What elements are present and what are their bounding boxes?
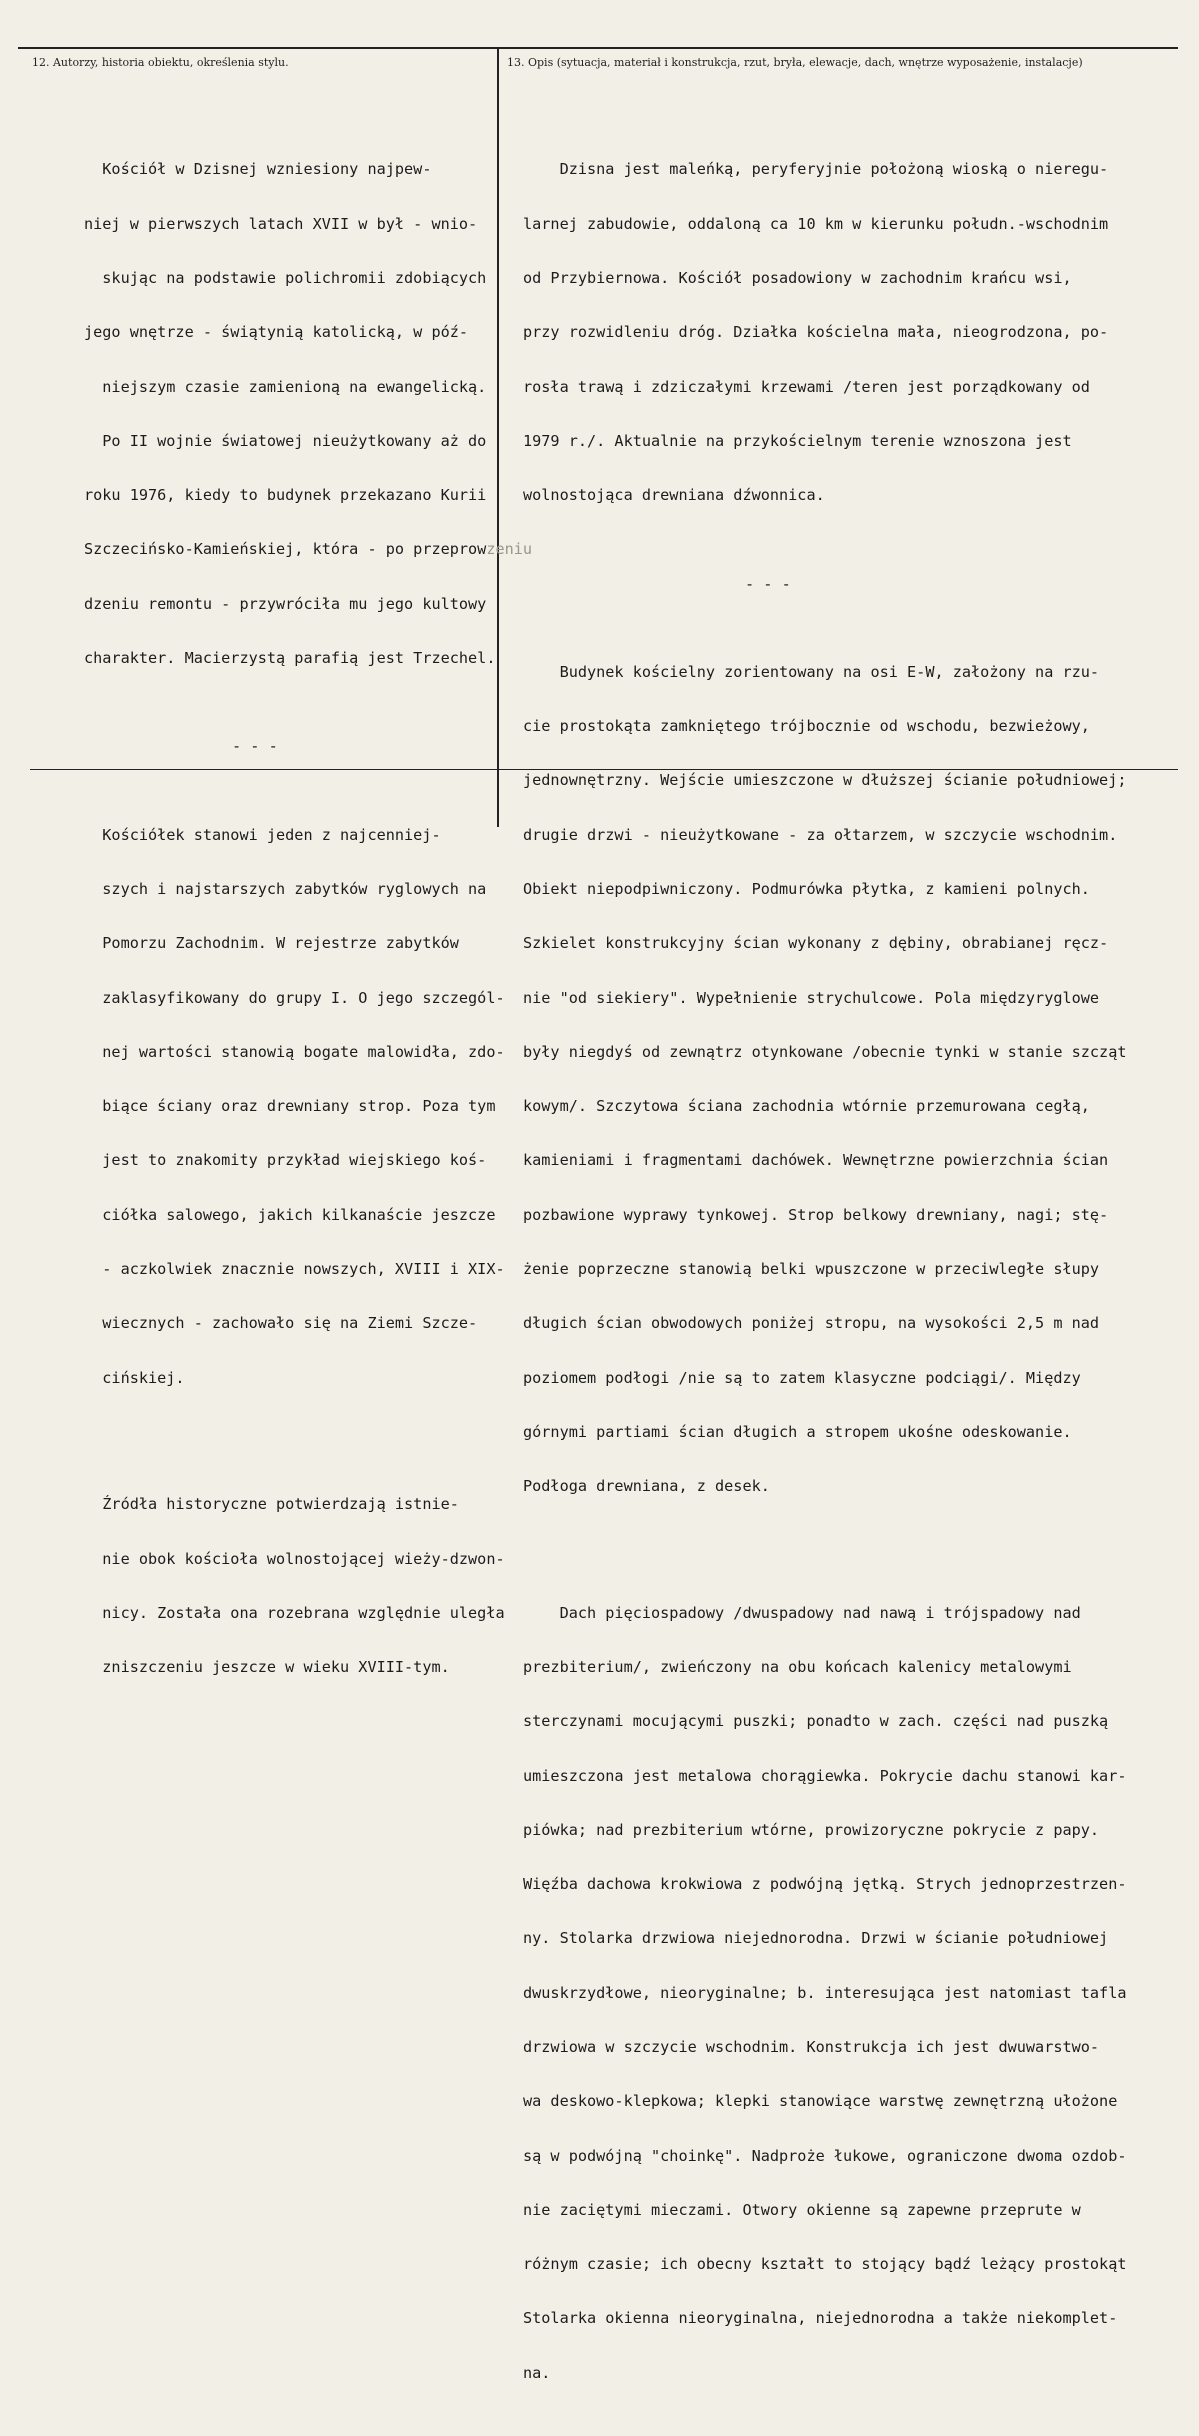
text-line: Kościół w Dzisnej wzniesiony najpew- [84,160,432,179]
text-line: dzeniu remontu - przywróciła mu jego kultowy [84,594,487,613]
text-line-part: Szczecińsko-Kamieńskiej, która - po przeprow [84,540,487,559]
history-paragraph-1 [84,124,532,703]
text-line: cińskiej. [84,1368,185,1387]
overflow-text: zeniu [486,540,533,559]
text-line: są w podwójną "choinkę". Nadproże łukowe, ograniczone dwoma ozdob- [523,2146,1127,2165]
text-line: kowym/. Szczytowa ściana zachodnia wtórnie przemurowana cegłą, [523,1097,1090,1116]
text-line: zaklasyfikowany do grupy I. O jego szczegól- [84,988,505,1007]
text-line: górnymi partiami ścian długich a stropem ukośne odeskowanie. [523,1422,1072,1441]
description-column [523,88,1126,2436]
text-line: przy rozwidleniu dróg. Działka kościelna mała, nieogrodzona, po- [523,323,1109,342]
top-rule [18,47,1178,49]
text-line: niejszym czasie zamienioną na ewangelicką. [84,377,487,396]
text-line: wiecznych - zachowało się na Ziemi Szcze- [84,1314,478,1333]
text-line: drzwiowa w szczycie wschodnim. Konstrukcja ich jest dwuwarstwo- [523,2038,1100,2057]
text-line: sterczynami mocującymi puszki; ponadto w zach. części nad puszką [523,1712,1109,1731]
text-line: skując na podstawie polichromii zdobiących [84,268,487,287]
text-line: nicy. Została ona rozebrana względnie uległa [84,1603,505,1622]
text-line: rosła trawą i zdziczałymi krzewami /teren jest porządkowany od [523,377,1090,396]
text-line: Dach pięciospadowy /dwuspadowy nad nawą i trójspadowy nad [523,1603,1081,1622]
description-paragraph-1 [523,124,1126,540]
text-line: Pomorzu Zachodnim. W rejestrze zabytków [84,934,459,953]
text-line: różnym czasie; ich obecny kształt to stojący bądź leżący prostokąt [523,2255,1127,2274]
text-line: biące ściany oraz drewniany strop. Poza tym [84,1097,496,1116]
text-line: ny. Stolarka drzwiowa niejednorodna. Drzwi w ścianie południowej [523,1929,1109,1948]
text-line: larnej zabudowie, oddaloną ca 10 km w kierunku połudn.-wschodnim [523,214,1109,233]
text-line: niej w pierwszych latach XVII w był - wnio- [84,214,478,233]
section-separator: - - - [232,737,278,756]
text-line: Obiekt niepodpiwniczony. Podmurówka płytka, z kamieni polnych. [523,880,1090,899]
text-line: jest to znakomity przykład wiejskiego koś- [84,1151,487,1170]
history-paragraph-2 [84,790,532,1423]
text-line: pozbawione wyprawy tynkowej. Strop belkowy drewniany, nagi; stę- [523,1205,1109,1224]
text-line: kamieniami i fragmentami dachówek. Wewnętrzne powierzchnia ścian [523,1151,1109,1170]
text-line: Po II wojnie światowej nieużytkowany aż do [84,431,487,450]
text-line: ciółka salowego, jakich kilkanaście jeszcze [84,1205,496,1224]
text-line: drugie drzwi - nieużytkowane - za ołtarzem, w szczycie wschodnim. [523,825,1118,844]
description-paragraph-2 [523,627,1126,1532]
text-line [84,540,532,558]
text-line: jednownętrzny. Wejście umieszczone w dłuższej ścianie południowej; [523,771,1127,790]
text-line: cie prostokąta zamkniętego trójbocznie od wschodu, bezwieżowy, [523,717,1090,736]
section-13-header: 13. Opis (sytuacja, materiał i konstrukcja, rzut, bryła, elewacje, dach, wnętrze wyposażenie, instalacje) [507,56,1083,69]
text-line: Podłoga drewniana, z desek. [523,1477,770,1496]
text-line: były niegdyś od zewnątrz otynkowane /obecnie tynki w stanie szcząt [523,1042,1127,1061]
text-line: Dzisna jest maleńką, peryferyjnie położoną wioską o nieregu- [523,160,1109,179]
text-line: umieszczona jest metalowa chorągiewka. Pokrycie dachu stanowi kar- [523,1766,1127,1785]
text-line: charakter. Macierzystą parafią jest Trzechel. [84,648,496,667]
section-12-header: 12. Autorzy, historia obiektu, określenia stylu. [32,56,289,69]
text-line: Więźba dachowa krokwiowa z podwójną jętką. Strych jednoprzestrzen- [523,1875,1127,1894]
text-line: 1979 r./. Aktualnie na przykościelnym terenie wznoszona jest [523,431,1072,450]
text-line: jego wnętrze - świątynią katolicką, w póź- [84,323,469,342]
text-line: nie zaciętymi mieczami. Otwory okienne są zapewne przeprute w [523,2200,1081,2219]
text-line: Budynek kościelny zorientowany na osi E-W, założony na rzu- [523,662,1100,681]
description-paragraph-3 [523,1568,1126,2418]
text-line: nie "od siekiery". Wypełnienie strychulcowe. Pola międzyryglowe [523,988,1100,1007]
text-line: roku 1976, kiedy to budynek przekazano Kurii [84,486,487,505]
history-column [84,88,532,1730]
text-line: prezbiterium/, zwieńczony na obu końcach kalenicy metalowymi [523,1658,1072,1677]
text-line: nie obok kościoła wolnostojącej wieży-dzwon- [84,1549,505,1568]
text-line: żenie poprzeczne stanowią belki wpuszczone w przeciwległe słupy [523,1260,1100,1278]
text-line: długich ścian obwodowych poniżej stropu, na wysokości 2,5 m nad [523,1314,1100,1333]
history-paragraph-3 [84,1459,532,1712]
text-line: od Przybiernowa. Kościół posadowiony w zachodnim krańcu wsi, [523,268,1072,287]
text-line: poziomem podłogi /nie są to zatem klasyczne podciągi/. Między [523,1368,1081,1387]
text-line: dwuskrzydłowe, nieoryginalne; b. interesująca jest natomiast tafla [523,1983,1127,2002]
text-line: Kościółek stanowi jeden z najcenniej- [84,825,441,844]
text-line: wa deskowo-klepkowa; klepki stanowiące warstwę zewnętrzną ułożone [523,2092,1118,2111]
text-line: - aczkolwiek znacznie nowszych, XVIII i XIX- [84,1260,505,1278]
text-line: zniszczeniu jeszcze w wieku XVIII-tym. [84,1658,450,1677]
text-line: Szkielet konstrukcyjny ścian wykonany z dębiny, obrabianej ręcz- [523,934,1109,953]
text-line: Źródła historyczne potwierdzają istnie- [84,1495,459,1514]
text-line: szych i najstarszych zabytków ryglowych na [84,880,487,899]
text-line: na. [523,2363,551,2382]
text-line: piówka; nad prezbiterium wtórne, prowizoryczne pokrycie z papy. [523,1820,1100,1839]
text-line: nej wartości stanowią bogate malowidła, zdo- [84,1042,505,1061]
section-separator: - - - [745,574,791,593]
text-line: wolnostojąca drewniana dźwonnica. [523,486,825,505]
text-line: Stolarka okienna nieoryginalna, niejednorodna a także niekomplet- [523,2309,1118,2328]
